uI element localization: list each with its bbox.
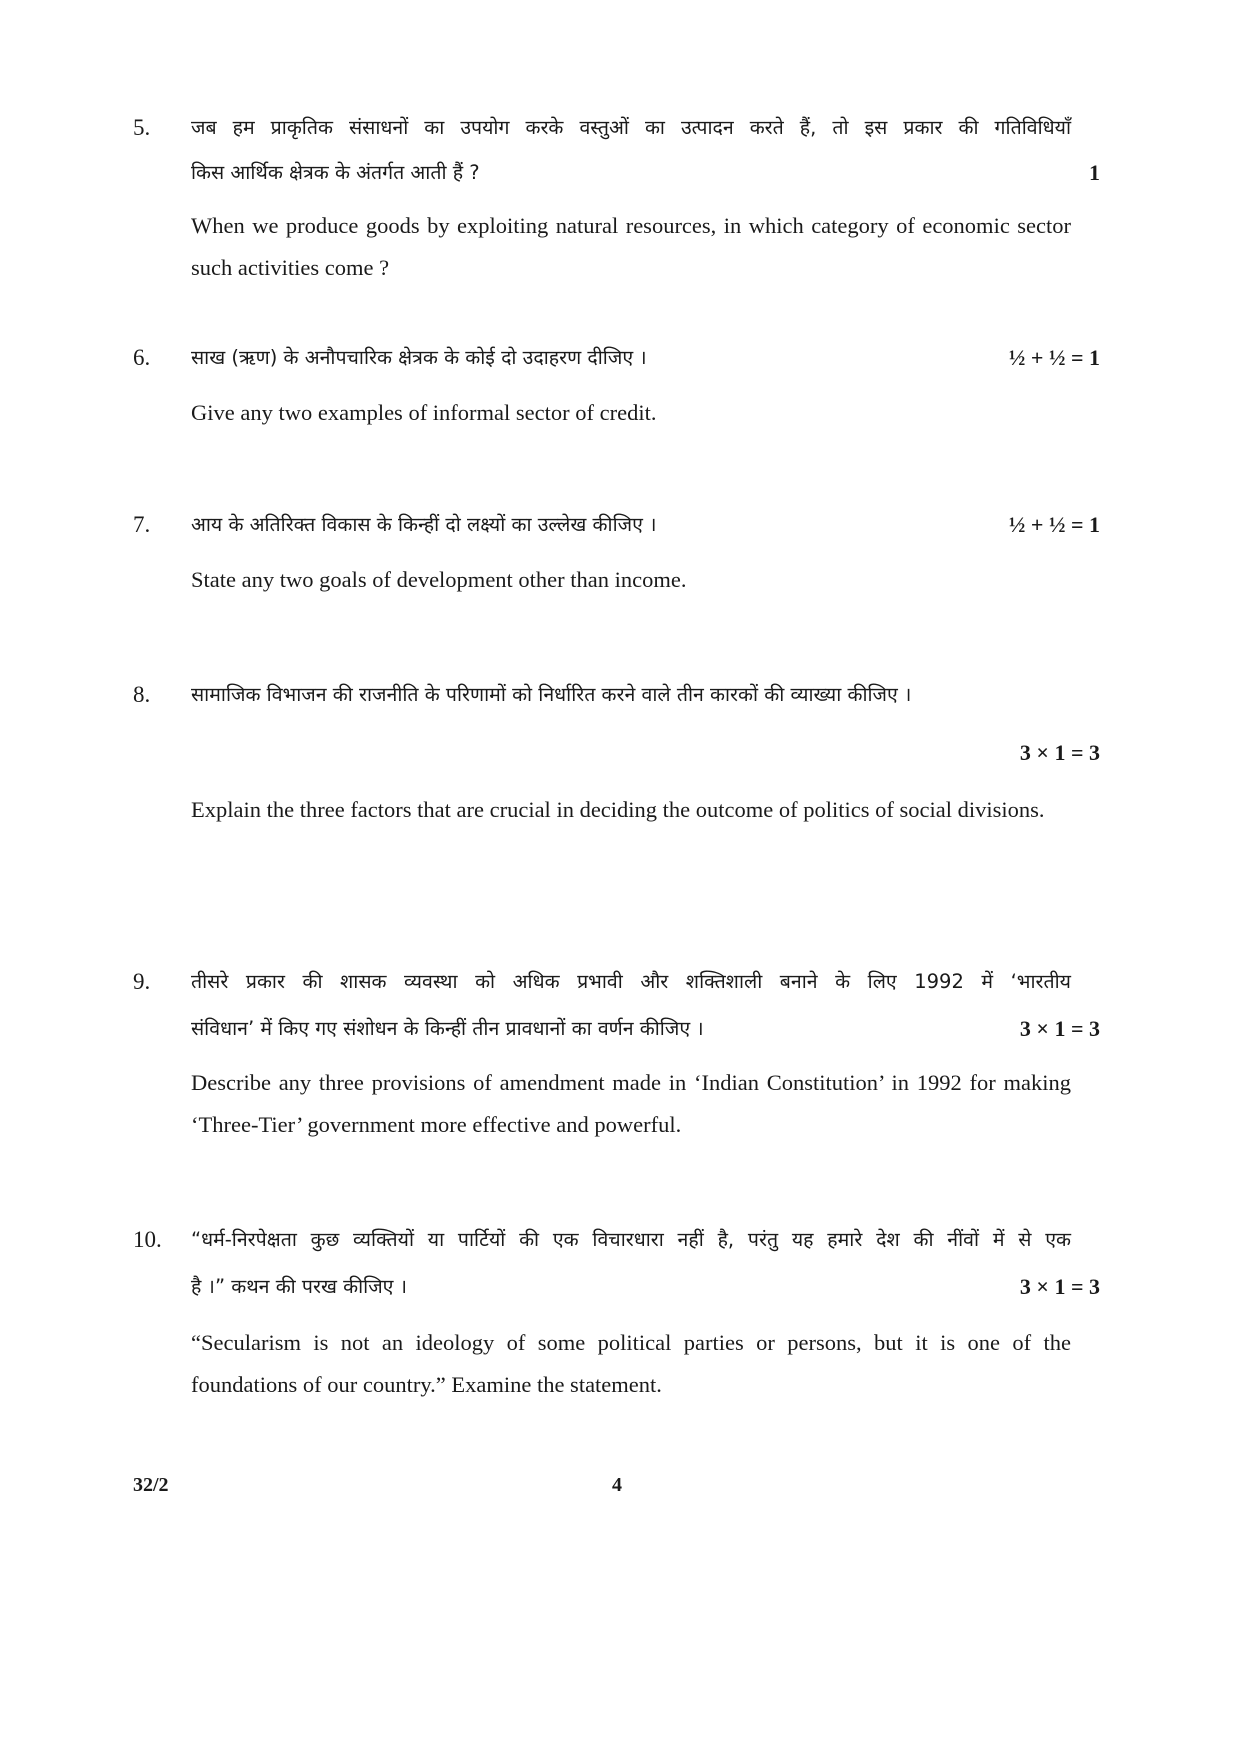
- question-hindi-line: सामाजिक विभाजन की राजनीति के परिणामों को निर्धारित करने वाले तीन कारकों की व्याख्या कीजिए ।: [191, 683, 912, 706]
- question-number: 10.: [133, 1227, 162, 1252]
- question-hindi-line: तीसरे प्रकार की शासक व्यवस्था को अधिक प्रभावी और शक्तिशाली बनाने के लिए 1992 में ‘भारतीय: [191, 970, 1071, 993]
- question-hindi-line: आय के अतिरिक्त विकास के किन्हीं दो लक्ष्यों का उल्लेख कीजिए ।: [191, 513, 657, 536]
- question-number: 9.: [133, 969, 151, 994]
- question-english: Give any two examples of informal sector of credit.: [191, 400, 657, 425]
- question-number: 6.: [133, 345, 151, 370]
- question-hindi-line: जब हम प्राकृतिक संसाधनों का उपयोग करके वस्तुओं का उत्पादन करते हैं, तो इस प्रकार की गतिविधियाँ: [191, 116, 1071, 139]
- page-number: 4: [612, 1474, 622, 1496]
- question-hindi-line: साख (ऋण) के अनौपचारिक क्षेत्रक के कोई दो उदाहरण दीजिए ।: [191, 346, 647, 369]
- question-english: State any two goals of development other than income.: [191, 567, 687, 592]
- question-hindi-line: “धर्म-निरपेक्षता कुछ व्यक्तियों या पार्टियों की एक विचारधारा नहीं है, परंतु यह हमारे देश की नींवों में से एक: [191, 1228, 1071, 1251]
- question-hindi-line: है ।” कथन की परख कीजिए ।: [191, 1275, 408, 1298]
- question-english: Explain the three factors that are crucial in deciding the outcome of politics of social divisions.: [191, 797, 1045, 822]
- question-marks: ½ + ½ = 1: [1008, 345, 1100, 370]
- question-marks: ½ + ½ = 1: [1008, 512, 1100, 537]
- question-marks: 3 × 1 = 3: [1019, 1016, 1100, 1041]
- question-english: Describe any three provisions of amendment made in ‘Indian Constitution’ in 1992 for making ‘Three-Tier’ government more effective and powerful.: [191, 1070, 1071, 1137]
- question-number: 5.: [133, 115, 151, 140]
- paper-code: 32/2: [133, 1474, 169, 1496]
- question-marks: 3 × 1 = 3: [1019, 740, 1100, 765]
- question-marks: 3 × 1 = 3: [1019, 1274, 1100, 1299]
- question-hindi-line: संविधान’ में किए गए संशोधन के किन्हीं तीन प्रावधानों का वर्णन कीजिए ।: [191, 1017, 704, 1040]
- question-hindi-line: किस आर्थिक क्षेत्रक के अंतर्गत आती हैं ?: [191, 161, 480, 184]
- question-marks: 1: [1089, 160, 1100, 185]
- question-english: “Secularism is not an ideology of some political parties or persons, but it is one of the foundations of our country.” Examine the statement.: [191, 1330, 1071, 1397]
- question-number: 7.: [133, 512, 151, 537]
- question-number: 8.: [133, 682, 151, 707]
- question-english: When we produce goods by exploiting natural resources, in which category of economic sector such activities come ?: [191, 213, 1071, 280]
